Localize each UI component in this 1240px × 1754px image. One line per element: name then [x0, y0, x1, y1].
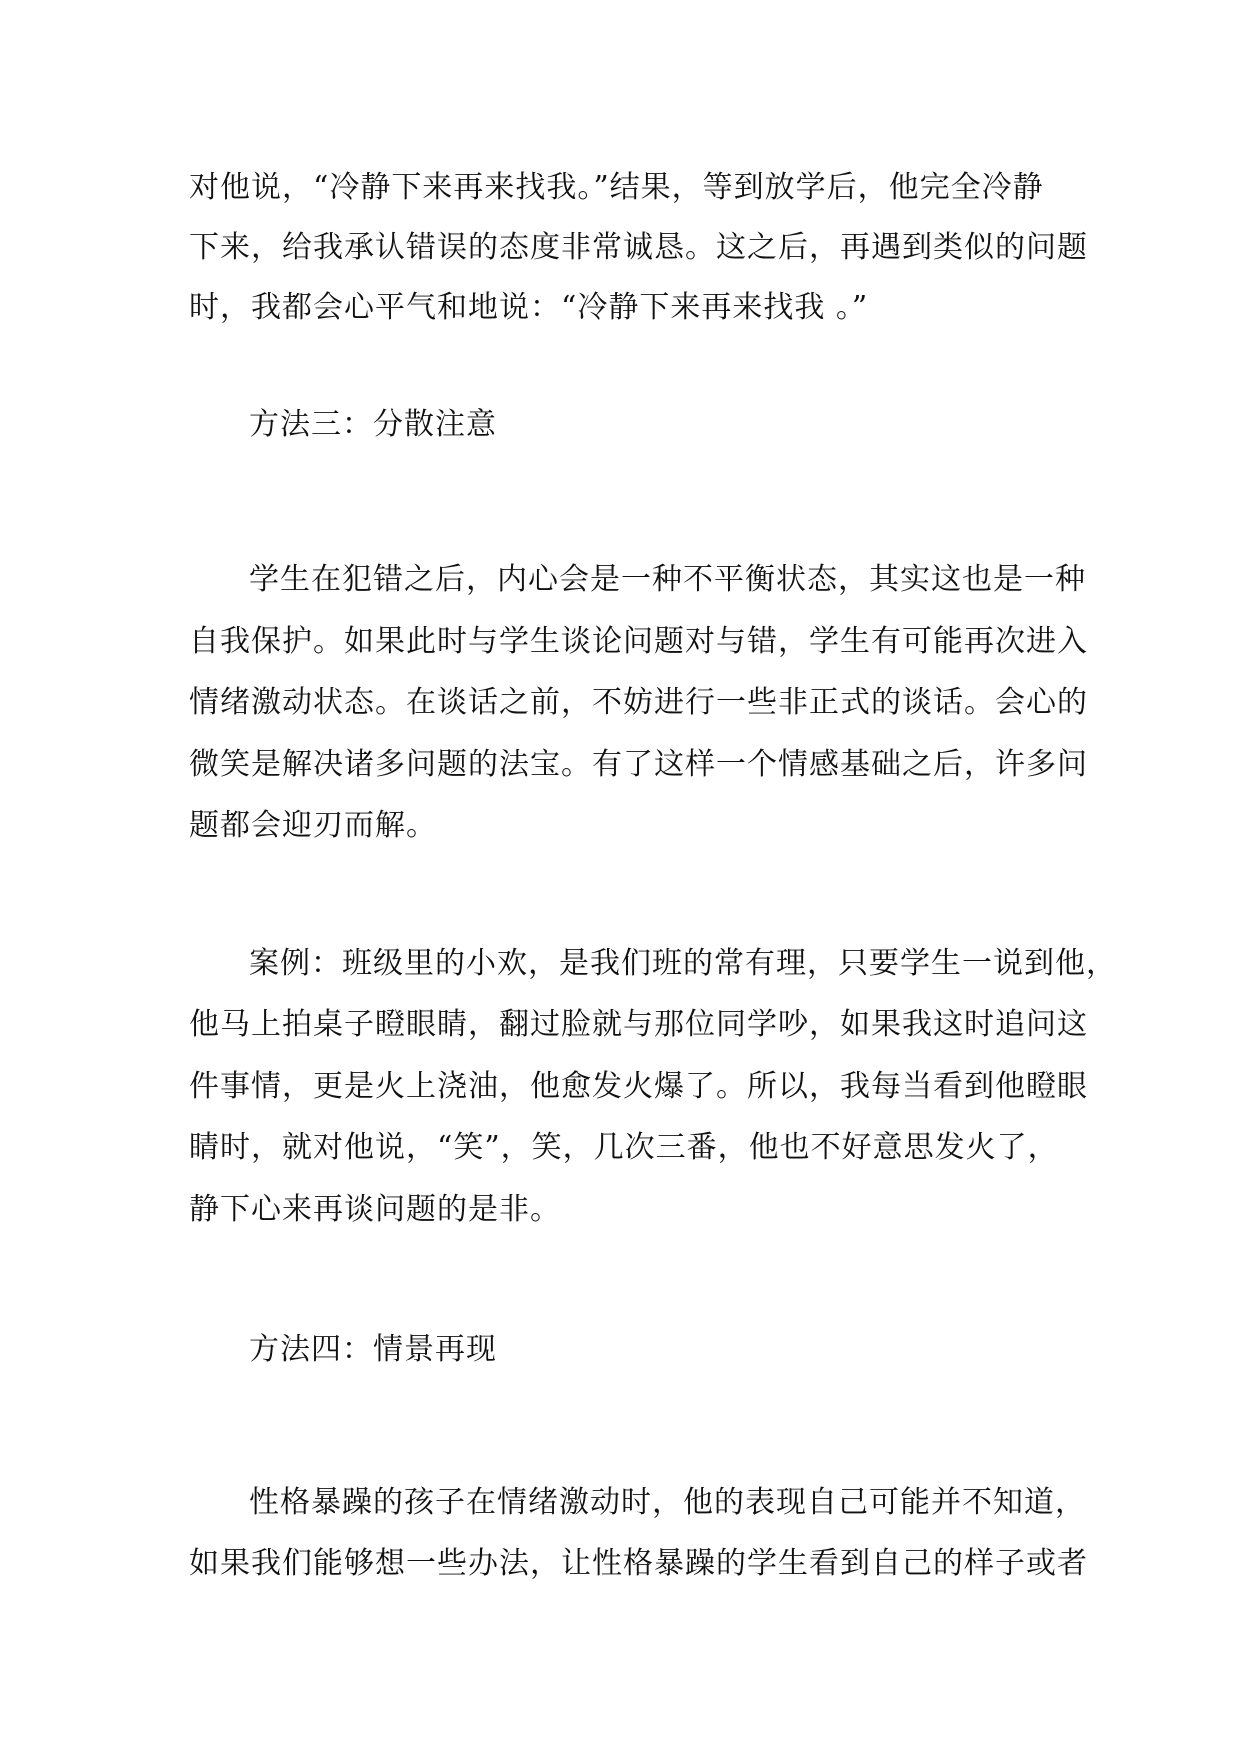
paragraph-2-line-4: 微笑是解决诸多问题的法宝。有了这样一个情感基础之后，许多问: [189, 747, 1088, 782]
paragraph-3-line-3: 件事情，更是火上浇油，他愈发火爆了。所以，我每当看到他瞪眼: [189, 1069, 1088, 1104]
paragraph-3-line-5: 静下心来再谈问题的是非。: [189, 1192, 561, 1227]
paragraph-1-line-1: 对他说，“冷静下来再来找我。”结果，等到放学后，他完全冷静: [189, 170, 1044, 205]
paragraph-3-line-4: 睛时，就对他说，“笑”，笑，几次三番，他也不好意思发火了，: [189, 1130, 1059, 1165]
paragraph-1-line-3: 时，我都会心平气和地说：“冷静下来再来找我 。”: [189, 290, 869, 325]
paragraph-1-line-2: 下来，给我承认错误的态度非常诚恳。这之后，再遇到类似的问题: [189, 230, 1088, 265]
paragraph-3-line-1: 案例：班级里的小欢，是我们班的常有理，只要学生一说到他，: [249, 946, 1117, 981]
paragraph-4-line-1: 性格暴躁的孩子在情绪激动时，他的表现自己可能并不知道，: [249, 1485, 1086, 1520]
paragraph-2-line-5: 题都会迎刃而解。: [189, 808, 437, 843]
paragraph-2-line-2: 自我保护。如果此时与学生谈论问题对与错，学生有可能再次进入: [189, 624, 1088, 659]
paragraph-2-line-3: 情绪激动状态。在谈话之前，不妨进行一些非正式的谈话。会心的: [189, 685, 1088, 720]
paragraph-4-line-2: 如果我们能够想一些办法，让性格暴躁的学生看到自己的样子或者: [189, 1546, 1088, 1581]
paragraph-2-line-1: 学生在犯错之后，内心会是一种不平衡状态，其实这也是一种: [249, 562, 1086, 597]
paragraph-3-line-2: 他马上拍桌子瞪眼睛，翻过脸就与那位同学吵，如果我这时追问这: [189, 1007, 1088, 1042]
section-heading-method-4: 方法四：情景再现: [249, 1332, 497, 1367]
section-heading-method-3: 方法三：分散注意: [249, 407, 497, 442]
